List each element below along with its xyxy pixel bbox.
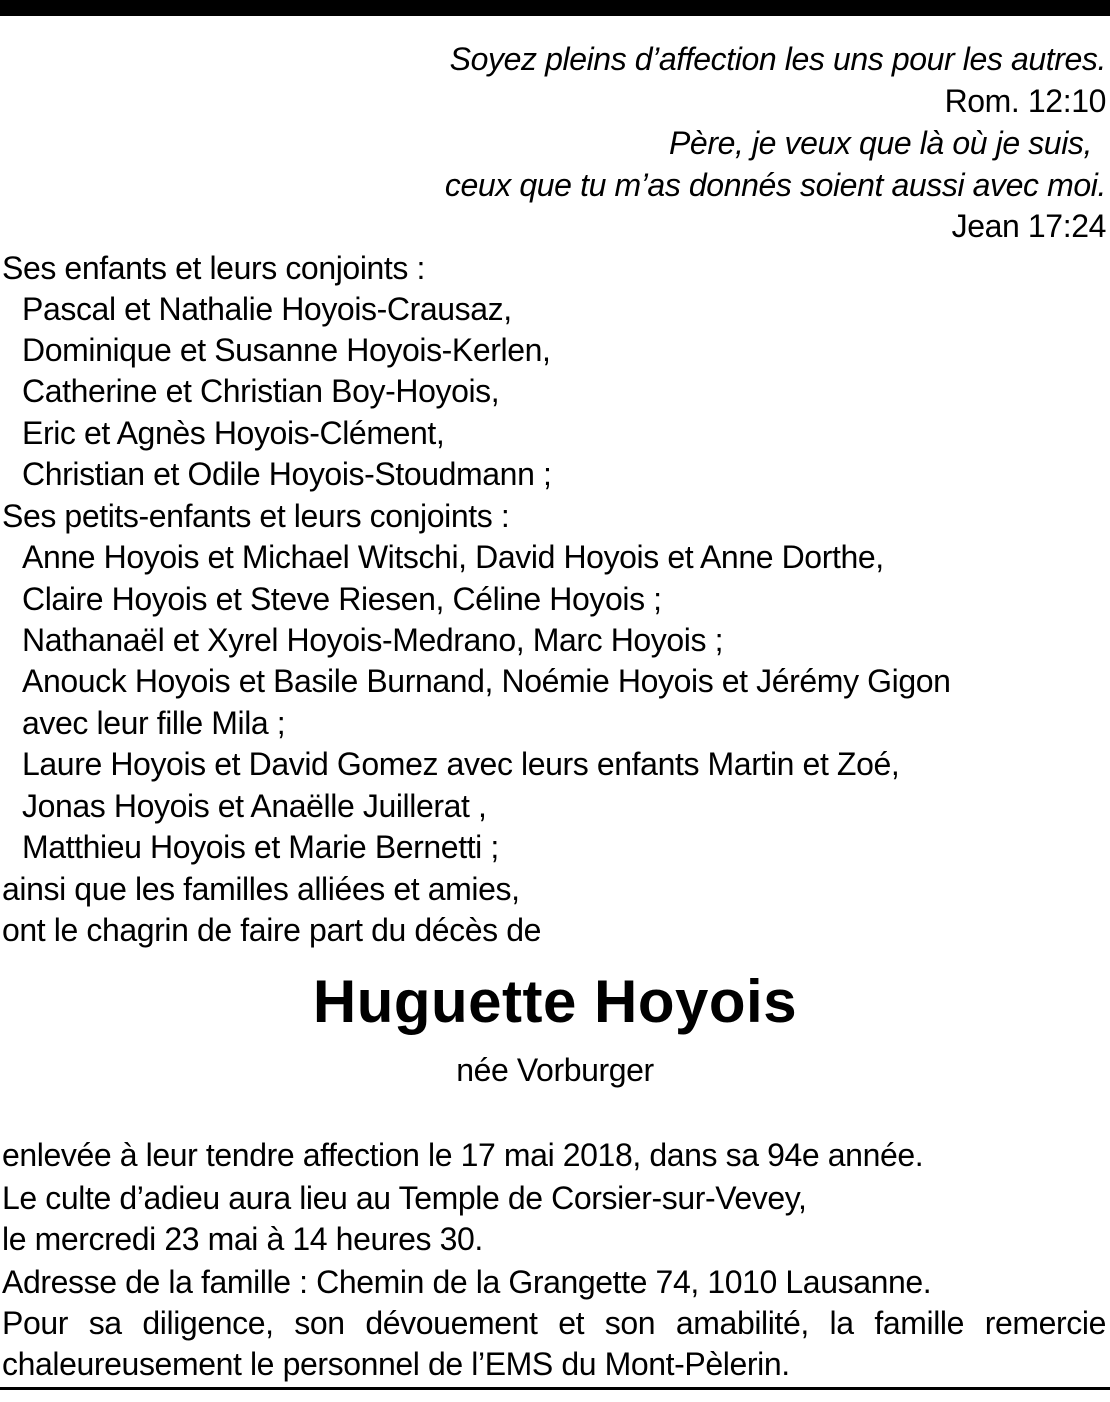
grandchild-entry: Nathanaël et Xyrel Hoyois-Medrano, Marc Hoyois ;: [22, 622, 724, 658]
deceased-name: Huguette Hoyois: [312, 968, 798, 1035]
birth-name: née Vorburger: [456, 1052, 654, 1088]
thanks-line: Pour sa diligence, son dévouement et son amabilité, la famille remercie: [2, 1305, 1106, 1341]
grandchildren-heading: Ses petits-enfants et leurs conjoints :: [2, 498, 510, 534]
thanks-line: chaleureusement le personnel de l’EMS du Mont-Pèlerin.: [2, 1346, 790, 1382]
verse-line: ceux que tu m’as donnés soient aussi avec moi.: [444, 167, 1106, 203]
verse-reference: Jean 17:24: [951, 208, 1106, 244]
address-line: Adresse de la famille : Chemin de la Grangette 74, 1010 Lausanne.: [2, 1264, 932, 1300]
grandchild-entry: Matthieu Hoyois et Marie Bernetti ;: [22, 829, 499, 865]
grandchild-entry: Jonas Hoyois et Anaëlle Juillerat ,: [22, 788, 487, 824]
detail-line: Le culte d’adieu aura lieu au Temple de Corsier-sur-Vevey,: [2, 1180, 807, 1216]
grandchild-entry: Claire Hoyois et Steve Riesen, Céline Hoyois ;: [22, 581, 662, 617]
closing-line: ont le chagrin de faire part du décès de: [2, 912, 542, 948]
verse-line: Père, je veux que là où je suis,: [668, 125, 1092, 161]
top-rule: [0, 0, 1110, 16]
child-couple: Eric et Agnès Hoyois-Clément,: [22, 415, 445, 451]
verse-line: Soyez pleins d’affection les uns pour les autres.: [449, 41, 1106, 77]
closing-line: ainsi que les familles alliées et amies,: [2, 871, 520, 907]
detail-line: le mercredi 23 mai à 14 heures 30.: [2, 1221, 483, 1257]
grandchild-entry: Laure Hoyois et David Gomez avec leurs enfants Martin et Zoé,: [22, 746, 900, 782]
child-couple: Catherine et Christian Boy-Hoyois,: [22, 373, 500, 409]
bottom-rule: [0, 1387, 1110, 1390]
grandchild-entry: Anne Hoyois et Michael Witschi, David Hoyois et Anne Dorthe,: [22, 539, 884, 575]
child-couple: Dominique et Susanne Hoyois-Kerlen,: [22, 332, 551, 368]
detail-line: enlevée à leur tendre affection le 17 mai 2018, dans sa 94e année.: [2, 1137, 924, 1173]
child-couple: Pascal et Nathalie Hoyois-Crausaz,: [22, 291, 512, 327]
verse-reference: Rom. 12:10: [944, 83, 1106, 119]
child-couple: Christian et Odile Hoyois-Stoudmann ;: [22, 456, 552, 492]
grandchild-entry: avec leur fille Mila ;: [22, 705, 286, 741]
children-heading: Ses enfants et leurs conjoints :: [2, 250, 425, 286]
grandchild-entry: Anouck Hoyois et Basile Burnand, Noémie Hoyois et Jérémy Gigon: [22, 663, 951, 699]
